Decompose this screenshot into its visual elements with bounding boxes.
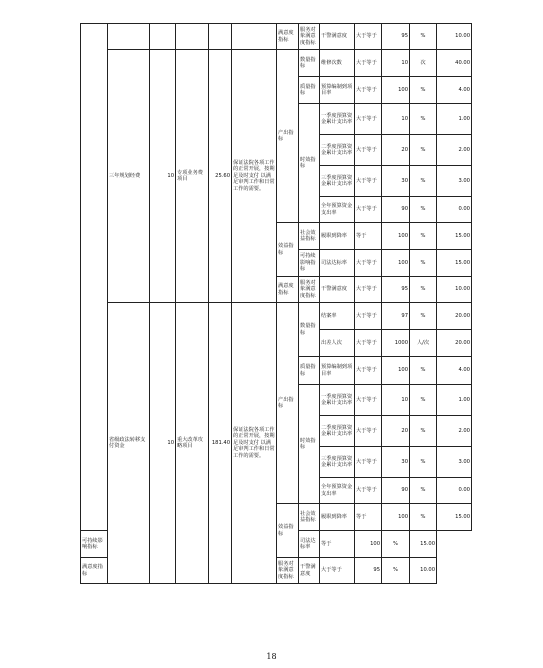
indicator-weight: 10.00 bbox=[437, 277, 472, 303]
indicator-value: 30 bbox=[382, 166, 410, 197]
indicator-name: 维修次数 bbox=[320, 50, 355, 77]
indicator-unit: % bbox=[410, 357, 437, 385]
indicator-weight: 3.00 bbox=[437, 447, 472, 478]
social-benefit-label: 社会效益指标 bbox=[299, 504, 320, 531]
blank-cell bbox=[150, 24, 176, 50]
sustainable-impact-label: 可持续影响指标 bbox=[81, 531, 108, 558]
indicator-operator: 大于等于 bbox=[355, 166, 382, 197]
indicator-operator: 大于等于 bbox=[355, 50, 382, 77]
indicator-value: 100 bbox=[382, 77, 410, 104]
indicator-weight: 15.00 bbox=[437, 504, 472, 531]
indicator-unit: % bbox=[410, 24, 437, 50]
indicator-value: 95 bbox=[355, 558, 382, 584]
indicator-operator: 大于等于 bbox=[355, 277, 382, 303]
indicator-unit: % bbox=[410, 447, 437, 478]
indicator-name: 二季度预算资金累计支出率 bbox=[320, 135, 355, 166]
indicator-weight: 15.00 bbox=[410, 531, 437, 558]
indicator-unit: % bbox=[410, 303, 437, 330]
indicator-value: 10 bbox=[382, 50, 410, 77]
project-amount: 25.60 bbox=[209, 50, 232, 303]
indicator-operator: 大于等于 bbox=[355, 197, 382, 223]
indicator-operator: 等于 bbox=[320, 531, 355, 558]
indicator-value: 20 bbox=[382, 135, 410, 166]
table-row bbox=[81, 303, 472, 330]
indicator-operator: 大于等于 bbox=[355, 330, 382, 357]
timeliness-indicator-label: 时效指标 bbox=[299, 385, 320, 504]
indicator-value: 95 bbox=[382, 277, 410, 303]
indicator-weight: 10.00 bbox=[437, 24, 472, 50]
indicator-unit: % bbox=[382, 531, 410, 558]
indicator-name: 出差人次 bbox=[320, 330, 355, 357]
indicator-unit: % bbox=[382, 558, 410, 584]
level2-indicator: 服务对象满意度指标 bbox=[299, 24, 320, 50]
indicator-operator: 大于等于 bbox=[355, 447, 382, 478]
indicator-weight: 40.00 bbox=[437, 50, 472, 77]
indicator-unit: % bbox=[410, 504, 437, 531]
indicator-value: 10 bbox=[382, 104, 410, 135]
indicator-weight: 1.00 bbox=[437, 385, 472, 416]
fund-category-amount: 10 bbox=[150, 50, 176, 303]
indicator-operator: 大于等于 bbox=[320, 558, 355, 584]
indicator-value: 30 bbox=[382, 447, 410, 478]
indicator-unit: % bbox=[410, 385, 437, 416]
indicator-name: 全年预算资金支出率 bbox=[320, 197, 355, 223]
indicator-name: 预算编制到项目率 bbox=[320, 77, 355, 104]
social-benefit-label: 社会效益指标 bbox=[299, 223, 320, 250]
indicator-unit: % bbox=[410, 250, 437, 277]
service-satisfaction-label: 服务对象满意度指标 bbox=[299, 277, 320, 303]
indicator-operator: 大于等于 bbox=[355, 24, 382, 50]
indicator-weight: 1.00 bbox=[437, 104, 472, 135]
benefit-indicator-label: 效益指标 bbox=[277, 504, 299, 558]
output-indicator-label: 产出指标 bbox=[277, 303, 299, 504]
indicator-unit: 次 bbox=[410, 50, 437, 77]
indicator-weight: 3.00 bbox=[437, 166, 472, 197]
indicator-value: 20 bbox=[382, 416, 410, 447]
quantity-indicator-label: 数量指标 bbox=[299, 50, 320, 77]
indicator-unit: % bbox=[410, 223, 437, 250]
indicator-value: 95 bbox=[382, 24, 410, 50]
performance-table-sheet bbox=[80, 23, 471, 625]
service-satisfaction-label: 服务对象满意度指标 bbox=[277, 558, 299, 584]
indicator-weight: 4.00 bbox=[437, 357, 472, 385]
indicator-name: 一季度预算资金累计支出率 bbox=[320, 104, 355, 135]
table-row bbox=[81, 24, 472, 50]
indicator-name: 三季度预算资金累计支出率 bbox=[320, 166, 355, 197]
indicator-operator: 大于等于 bbox=[355, 303, 382, 330]
indicator-weight: 15.00 bbox=[437, 223, 472, 250]
indicator-operator: 大于等于 bbox=[355, 478, 382, 504]
page-number: 18 bbox=[266, 652, 277, 661]
indicator-weight: 10.00 bbox=[410, 558, 437, 584]
blank-cell bbox=[81, 24, 108, 531]
indicator-unit: % bbox=[410, 416, 437, 447]
indicator-name: 预算编制到项目率 bbox=[320, 357, 355, 385]
indicator-operator: 等于 bbox=[355, 504, 382, 531]
indicator-name: 结案率 bbox=[320, 303, 355, 330]
project-amount: 181.40 bbox=[209, 303, 232, 584]
fund-category: 省级政法转移支付资金 bbox=[108, 303, 150, 584]
sustainable-impact-label: 可持续影响指标 bbox=[299, 250, 320, 277]
indicator-value: 10 bbox=[382, 385, 410, 416]
indicator-value: 100 bbox=[382, 223, 410, 250]
quantity-indicator-label: 数量指标 bbox=[299, 303, 320, 357]
indicator-weight: 20.00 bbox=[437, 330, 472, 357]
indicator-name: 履职到降率 bbox=[320, 504, 355, 531]
indicator-name: 二季度预算资金累计支出率 bbox=[320, 416, 355, 447]
indicator-name: 干警满意度 bbox=[299, 558, 320, 584]
indicator-name: 一季度预算资金累计支出率 bbox=[320, 385, 355, 416]
indicator-operator: 大于等于 bbox=[355, 77, 382, 104]
indicator-unit: % bbox=[410, 277, 437, 303]
indicator-unit: % bbox=[410, 77, 437, 104]
satisfaction-indicator-label: 满意度指标 bbox=[81, 558, 108, 584]
indicator-name: 司法达标率 bbox=[320, 250, 355, 277]
performance-goal: 保证法院各项工作的正常开展，按期足及时支付 以满足审判工作和日常工作的需要。 bbox=[232, 50, 277, 303]
table-row bbox=[81, 50, 472, 77]
performance-table bbox=[80, 23, 472, 584]
indicator-operator: 等于 bbox=[355, 223, 382, 250]
project-name: 重大改革攻略项目 bbox=[176, 303, 209, 584]
indicator-unit: 人/次 bbox=[410, 330, 437, 357]
indicator-operator: 大于等于 bbox=[355, 250, 382, 277]
indicator-value: 100 bbox=[355, 531, 382, 558]
indicator-unit: % bbox=[410, 478, 437, 504]
indicator-name: 司法达标率 bbox=[299, 531, 320, 558]
indicator-value: 100 bbox=[382, 250, 410, 277]
project-name: 专项业务费项目 bbox=[176, 50, 209, 303]
indicator-operator: 大于等于 bbox=[355, 135, 382, 166]
indicator-weight: 20.00 bbox=[437, 303, 472, 330]
indicator-name: 全年预算资金支出率 bbox=[320, 478, 355, 504]
indicator-unit: % bbox=[410, 197, 437, 223]
indicator-operator: 大于等于 bbox=[355, 416, 382, 447]
indicator-value: 90 bbox=[382, 197, 410, 223]
indicator-value: 97 bbox=[382, 303, 410, 330]
indicator-unit: % bbox=[410, 104, 437, 135]
indicator-operator: 大于等于 bbox=[355, 357, 382, 385]
indicator-weight: 0.00 bbox=[437, 197, 472, 223]
indicator-weight: 2.00 bbox=[437, 416, 472, 447]
indicator-value: 90 bbox=[382, 478, 410, 504]
quality-indicator-label: 质量指标 bbox=[299, 77, 320, 104]
fund-category-amount: 10 bbox=[150, 303, 176, 584]
indicator-weight: 2.00 bbox=[437, 135, 472, 166]
indicator-value: 100 bbox=[382, 504, 410, 531]
blank-cell bbox=[176, 24, 209, 50]
indicator-operator: 大于等于 bbox=[355, 385, 382, 416]
indicator-weight: 0.00 bbox=[437, 478, 472, 504]
indicator-name: 干警满意度 bbox=[320, 24, 355, 50]
indicator-name: 干警满意度 bbox=[320, 277, 355, 303]
indicator-name: 履职到降率 bbox=[320, 223, 355, 250]
indicator-unit: % bbox=[410, 166, 437, 197]
blank-cell bbox=[108, 24, 150, 50]
indicator-weight: 4.00 bbox=[437, 77, 472, 104]
timeliness-indicator-label: 时效指标 bbox=[299, 104, 320, 223]
blank-cell bbox=[209, 24, 232, 50]
level1-indicator: 满意度指标 bbox=[277, 24, 299, 50]
indicator-value: 100 bbox=[382, 357, 410, 385]
indicator-operator: 大于等于 bbox=[355, 104, 382, 135]
indicator-name: 三季度预算资金累计支出率 bbox=[320, 447, 355, 478]
indicator-weight: 15.00 bbox=[437, 250, 472, 277]
indicator-unit: % bbox=[410, 135, 437, 166]
blank-cell bbox=[232, 24, 277, 50]
fund-category: 三年规划经费 bbox=[108, 50, 150, 303]
satisfaction-indicator-label: 满意度指标 bbox=[277, 277, 299, 303]
performance-goal: 保证法院各项工作的正常开展，按期足及时支付 以满足审判工作和日常工作的需要。 bbox=[232, 303, 277, 584]
quality-indicator-label: 质量指标 bbox=[299, 357, 320, 385]
indicator-value: 1000 bbox=[382, 330, 410, 357]
output-indicator-label: 产出指标 bbox=[277, 50, 299, 223]
benefit-indicator-label: 效益指标 bbox=[277, 223, 299, 277]
